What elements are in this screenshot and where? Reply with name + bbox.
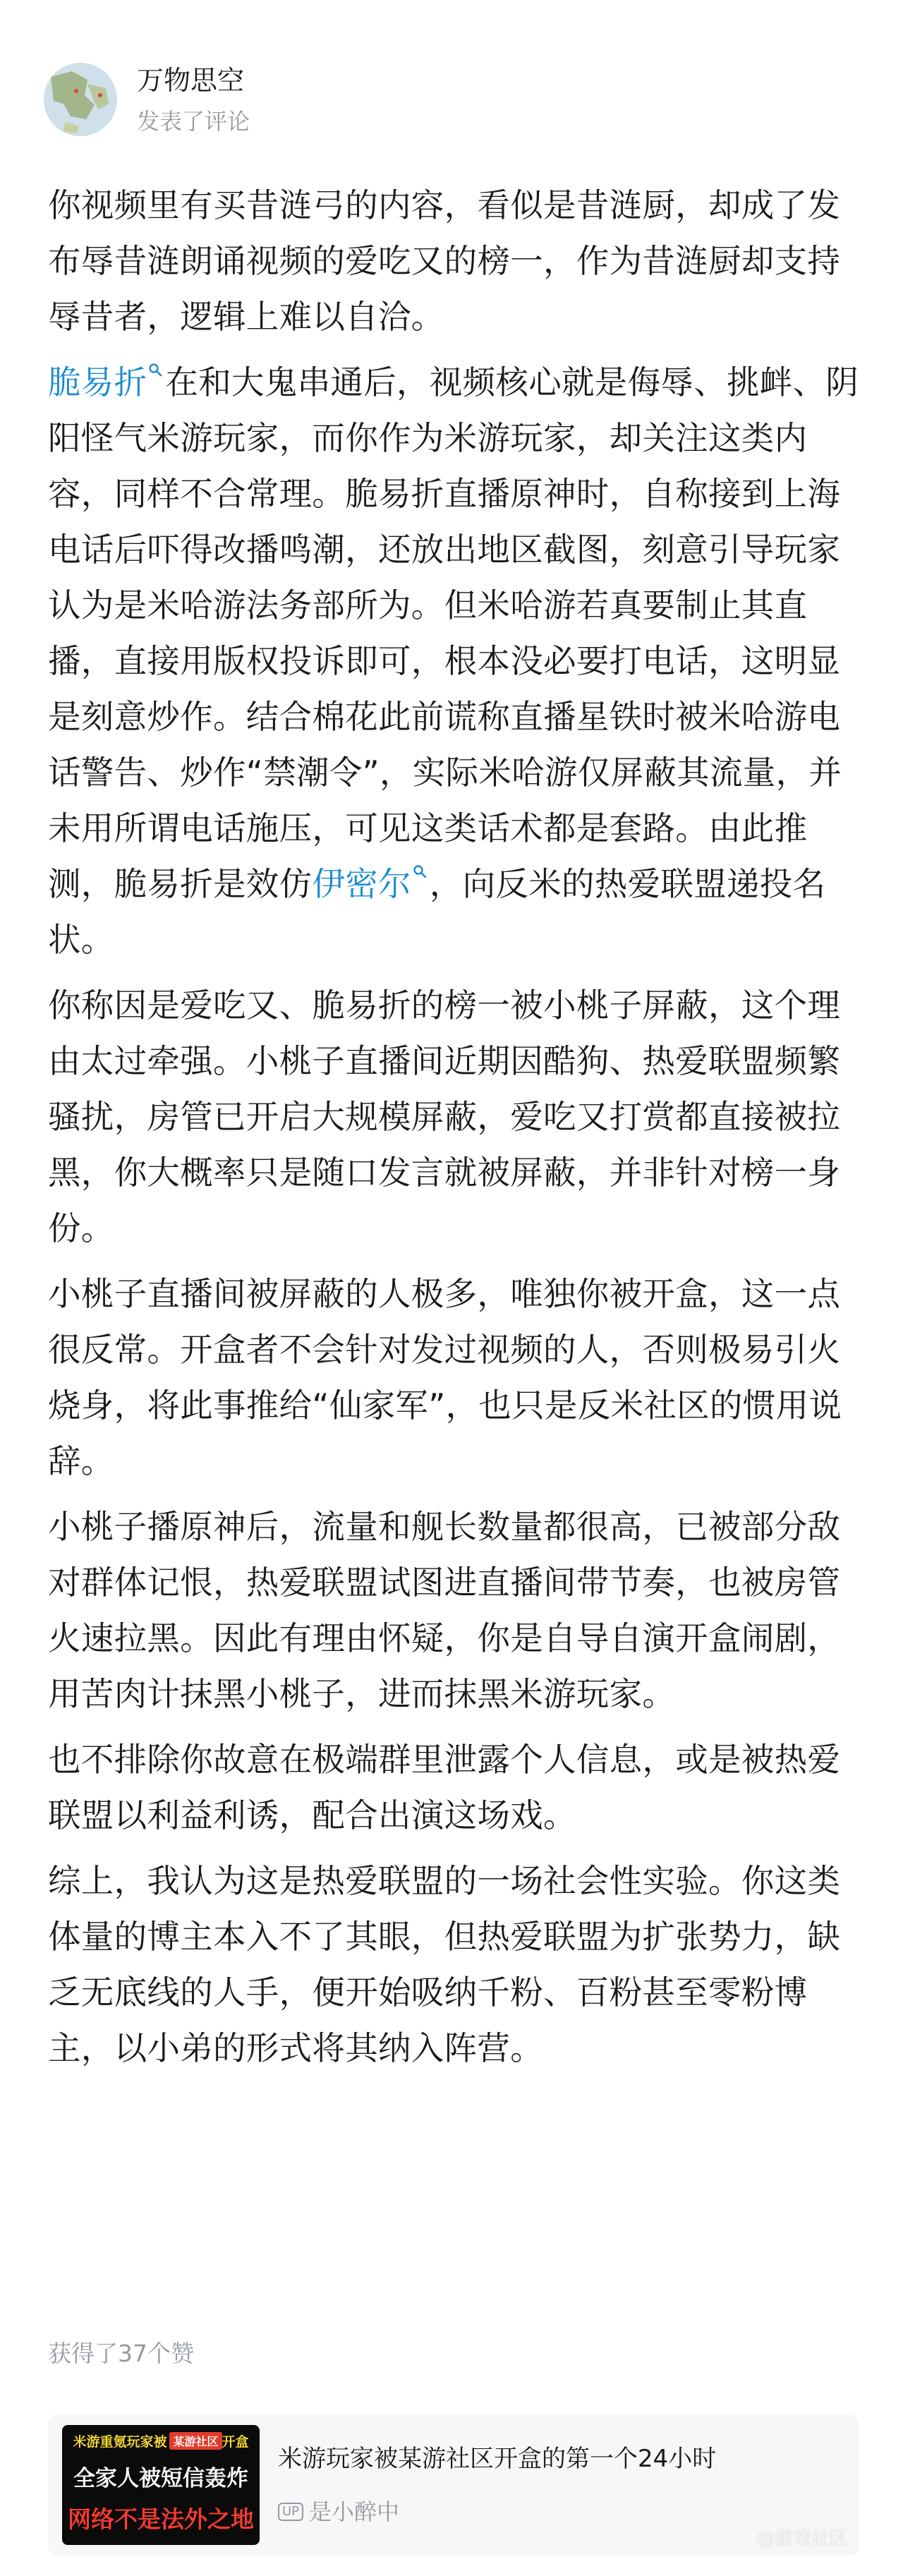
paragraph-text: 小桃子播原神后，流量和舰长数量都很高，已被部分敌对群体记恨，热爱联盟试图进直播间带节奏，也被房管火速拉黑。因此有理由怀疑，你是自导自演开盒闹剧，用苦肉计抹黑小桃子，进而抹黑米游玩家。 [48, 1508, 841, 1713]
link-label: 伊密尔 [312, 865, 411, 903]
video-info [278, 2443, 716, 2526]
comment-paragraph [48, 1499, 863, 1722]
comment-paragraph [48, 355, 863, 968]
comment-paragraph [48, 1266, 863, 1489]
search-icon [148, 363, 162, 377]
user-name[interactable]: 万物思空 [137, 65, 245, 96]
thumbnail-bottom-text: 网络不是法外之地 [68, 2505, 254, 2533]
thumbnail-top-line [62, 2425, 260, 2456]
map-avatar-icon [44, 63, 117, 136]
thumbnail-top-text: 米游重氪玩家被 [73, 2433, 167, 2450]
paragraph-text: 你称因是爱吃又、脆易折的榜一被小桃子屏蔽，这个理由太过牵强。小桃子直播间近期因酷狗、热爱联盟频繁骚扰，房管已开启大规模屏蔽，爱吃又打赏都直接被拉黑，你大概率只是随口发言就被屏蔽，并非针对榜一身份。 [48, 986, 841, 1247]
comment-paragraph [48, 1854, 863, 2076]
video-card[interactable] [48, 2414, 859, 2556]
video-thumbnail[interactable] [62, 2425, 260, 2545]
avatar[interactable] [44, 63, 117, 136]
search-icon [413, 864, 427, 878]
like-count: 获得了37个赞 [48, 2340, 194, 2367]
paragraph-text: 小桃子直播间被屏蔽的人极多，唯独你被开盒，这一点很反常。开盒者不会针对发过视频的人，否则极易引火烧身，将此事推给“仙家军”，也只是反米社区的惯用说辞。 [48, 1275, 842, 1480]
comment-paragraph [48, 1732, 863, 1844]
user-meta [137, 62, 250, 137]
up-badge-icon: UP [278, 2503, 303, 2521]
paragraph-text: 综上，我认为这是热爱联盟的一场社会性实验。你这类体量的博主本入不了其眼，但热爱联盟为扩张势力，缺乏无底线的人手，便开始吸纳千粉、百粉甚至零粉博主，以小弟的形式将其纳入阵营。 [48, 1862, 841, 2067]
watermark: @游戏社区 [756, 2528, 848, 2549]
paragraph-text: 也不排除你故意在极端群里泄露个人信息，或是被热爱联盟以利益利诱，配合出演这场戏。 [48, 1741, 841, 1834]
video-uploader-row [278, 2498, 716, 2526]
search-link-yimier[interactable] [312, 865, 429, 903]
comment-paragraph [48, 978, 863, 1257]
paragraph-text: 你视频里有买昔涟弓的内容，看似是昔涟厨，却成了发布辱昔涟朗诵视频的爱吃又的榜一，作为昔涟厨却支持辱昔者，逻辑上难以自洽。 [48, 186, 841, 336]
paragraph-text: ，向反米的热爱联盟递投名状。 [48, 865, 826, 959]
paragraph-text: 在和大鬼串通后，视频核心就是侮辱、挑衅、阴阳怪气米游玩家，而你作为米游玩家，却关注这类内容，同样不合常理。脆易折直播原神时，自称接到上海电话后吓得改播鸣潮，还放出地区截图，刻意引导玩家认为是米哈游法务部所为。但米哈游若真要制止其直播，直接用版权投诉即可，根本没必要打电话，这明显是刻意炒作。结合棉花此前谎称直播星铁时被米哈游电话警告、炒作“禁潮令”，实际米哈游仅屏蔽其流量，并未用所谓电话施压，可见这类话术都是套路。由此推测，脆易折是效仿 [48, 363, 859, 903]
comment-body [48, 178, 863, 2086]
link-label: 脆易折 [48, 363, 147, 401]
video-title[interactable]: 米游玩家被某游社区开盒的第一个24小时 [278, 2445, 717, 2473]
comment-header [44, 62, 250, 137]
thumbnail-top-suffix: 开盒 [222, 2433, 249, 2450]
thumbnail-badge: 某游社区 [169, 2432, 222, 2450]
video-uploader[interactable]: 是小醉中 [309, 2498, 400, 2525]
comment-paragraph [48, 178, 863, 345]
search-link-cuiyizhe[interactable] [48, 363, 165, 401]
user-action: 发表了评论 [137, 108, 250, 135]
thumbnail-mid-text: 全家人被短信轰炸 [73, 2466, 248, 2491]
